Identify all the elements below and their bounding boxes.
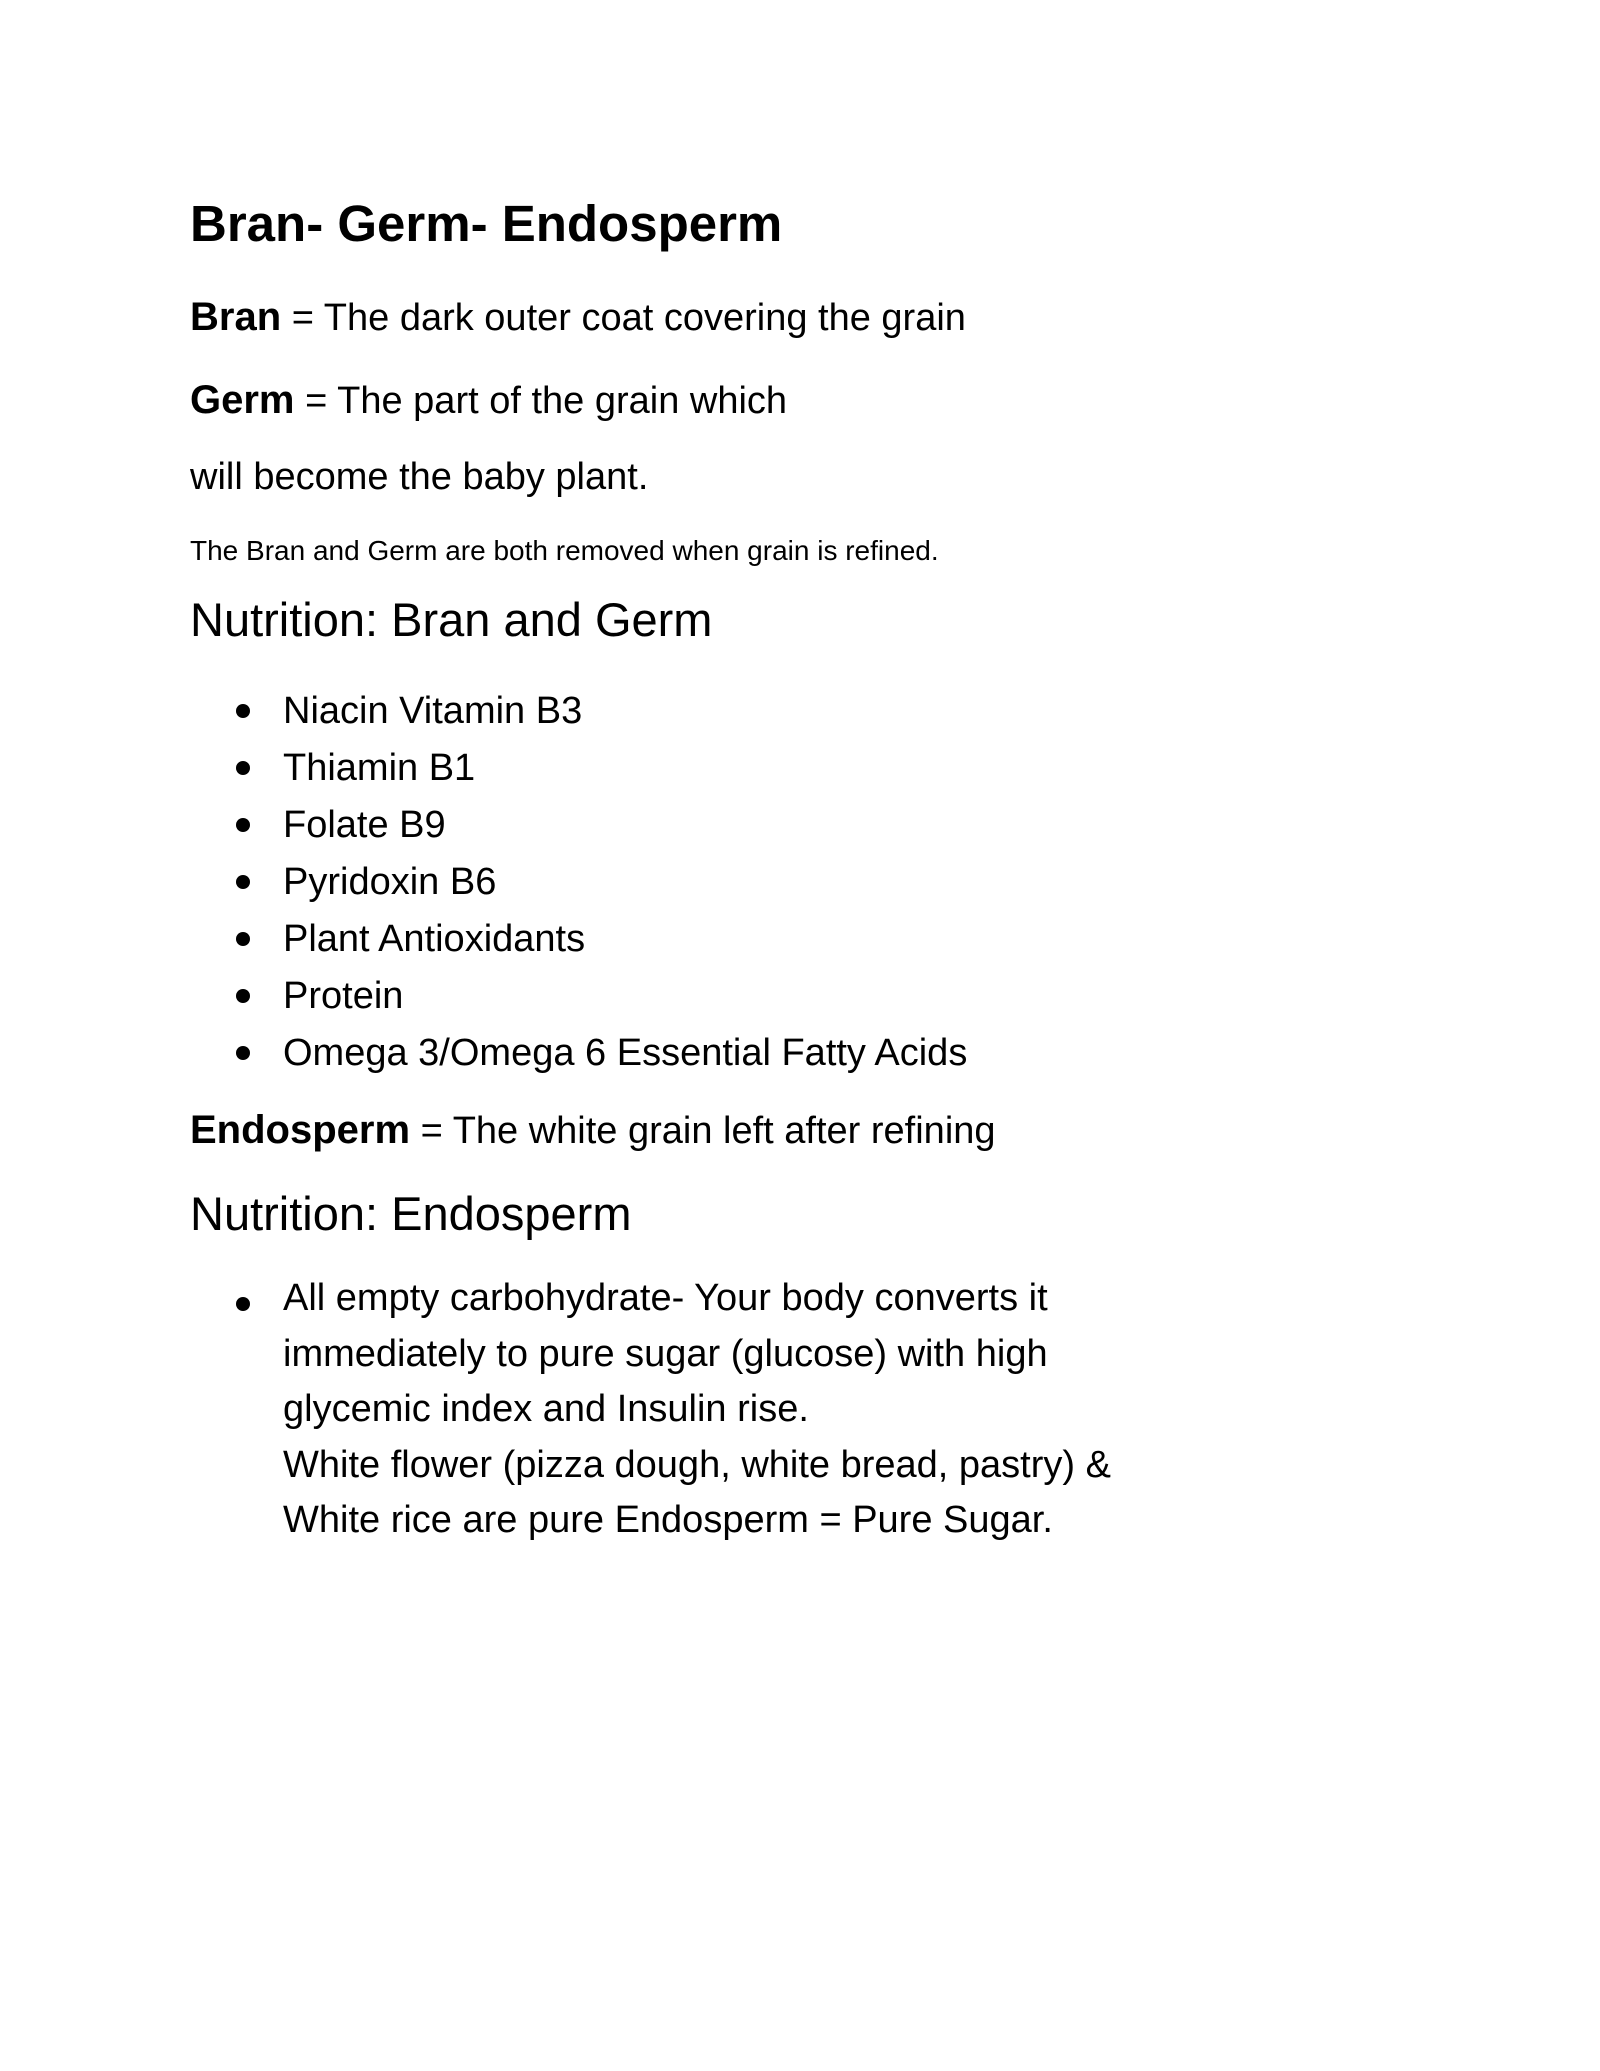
bran-text: The dark outer coat covering the grain — [323, 297, 966, 339]
nutrient-label: Omega 3/Omega 6 Essential Fatty Acids — [283, 1032, 968, 1074]
endosperm-term: Endosperm — [190, 1108, 411, 1152]
bran-definition — [190, 297, 966, 337]
nutrient-label: Niacin Vitamin B3 — [283, 690, 583, 732]
bullet-icon — [236, 761, 250, 775]
nutrient-label: Plant Antioxidants — [283, 918, 586, 960]
endosperm-text: The white grain left after refining — [452, 1110, 996, 1152]
bullet-icon — [236, 704, 250, 718]
bullet-icon — [236, 1046, 250, 1060]
endosperm-description — [283, 1271, 1111, 1549]
bran-germ-nutrition-heading: Nutrition: Bran and Germ — [190, 593, 713, 646]
description-line: White rice are pure Endosperm = Pure Sugar. — [283, 1499, 1053, 1541]
description-line: All empty carbohydrate- Your body converts it — [283, 1277, 1048, 1319]
description-line: glycemic index and Insulin rise. — [283, 1388, 809, 1430]
bullet-icon — [236, 818, 250, 832]
description-line: White flower (pizza dough, white bread, pastry) & — [283, 1443, 1111, 1486]
nutrient-label: Protein — [283, 975, 404, 1017]
nutrient-label: Thiamin B1 — [283, 747, 476, 789]
bullet-icon — [236, 875, 250, 889]
germ-continuation: will become the baby plant. — [190, 456, 649, 498]
bran-term: Bran — [190, 295, 282, 339]
nutrient-label: Folate B9 — [283, 804, 446, 846]
nutrient-label: Pyridoxin B6 — [283, 861, 497, 903]
description-line: immediately to pure sugar (glucose) with high — [283, 1332, 1048, 1375]
bullet-icon — [236, 932, 250, 946]
refining-note: The Bran and Germ are both removed when grain is refined. — [190, 535, 939, 566]
endosperm-definition — [190, 1110, 996, 1150]
bran-separator: = — [291, 297, 314, 339]
germ-separator: = — [305, 380, 328, 422]
bullet-icon — [236, 1297, 250, 1311]
page-title: Bran- Germ- Endosperm — [190, 195, 783, 252]
endosperm-nutrition-heading: Nutrition: Endosperm — [190, 1187, 632, 1240]
germ-definition — [190, 380, 787, 420]
germ-text: The part of the grain which — [337, 380, 788, 422]
endosperm-separator: = — [420, 1110, 443, 1152]
germ-term: Germ — [190, 378, 295, 422]
bullet-icon — [236, 989, 250, 1003]
